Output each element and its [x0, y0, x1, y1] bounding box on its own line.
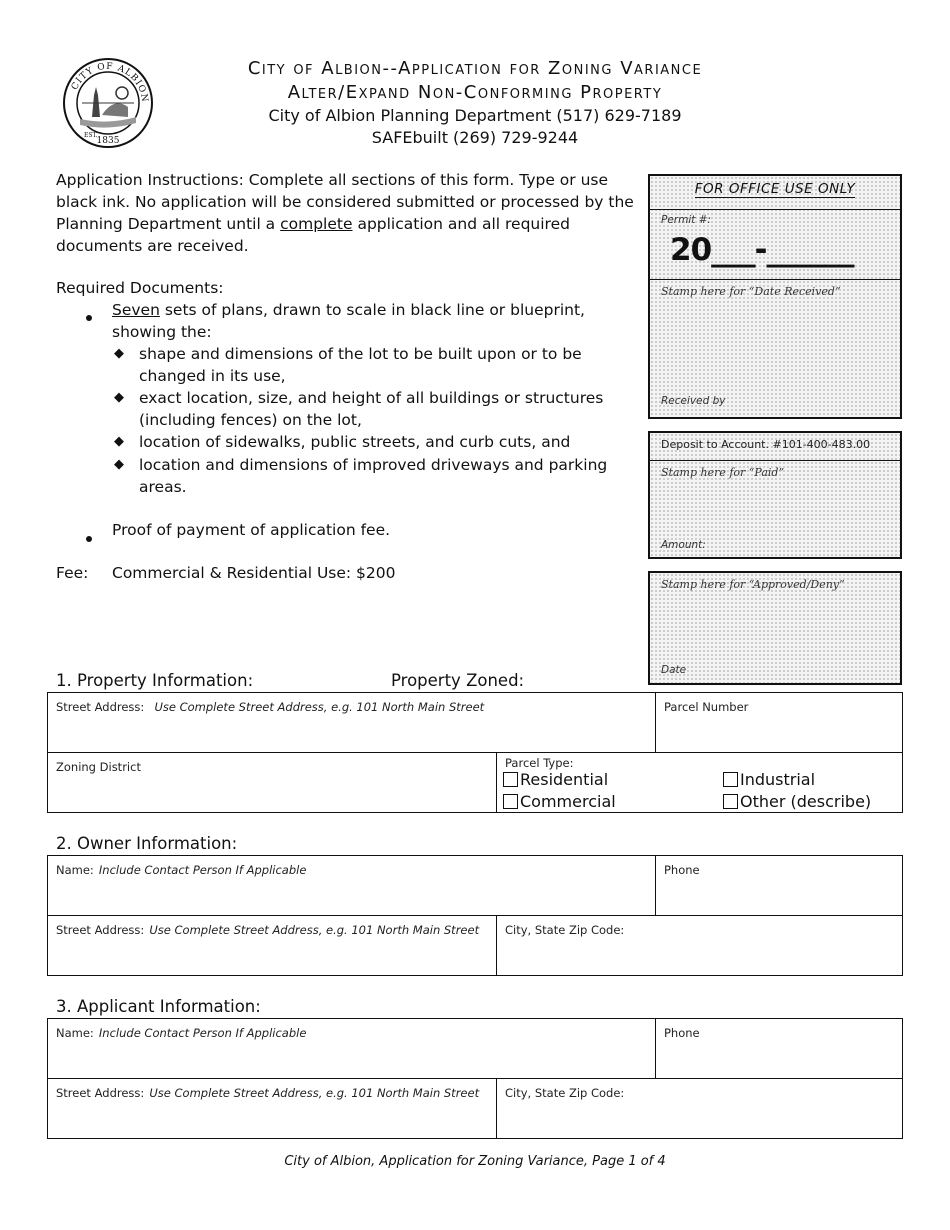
- approval-box: [648, 571, 902, 685]
- fee-label: Fee:: [56, 564, 89, 582]
- form-title: City of Albion--Application for Zoning Variance: [247, 58, 703, 79]
- diamond-bullet-icon: ◆: [114, 457, 124, 472]
- applicant-information-table: [47, 1018, 903, 1139]
- office-use-box: [648, 174, 902, 419]
- deposit-account: Deposit to Account. #101-400-483.00: [661, 438, 871, 451]
- approved-deny-stamp-area: Stamp here for “Approved/Deny”: [661, 578, 845, 591]
- parcel-number-field[interactable]: Parcel Number: [656, 693, 903, 753]
- office-use-title: FOR OFFICE USE ONLY: [694, 181, 856, 197]
- required-documents-heading: Required Documents:: [56, 279, 224, 297]
- bullet-icon: [86, 315, 92, 321]
- requirement-item: location of sidewalks, public streets, and curb cuts, and: [139, 433, 571, 451]
- applicant-street-address-field[interactable]: Street Address: Use Complete Street Address, e.g. 101 North Main Street: [48, 1079, 497, 1139]
- requirement-item: location and dimensions of improved driveways and parking areas.: [139, 456, 608, 496]
- bullet-icon: [86, 536, 92, 542]
- plans-requirement: Seven sets of plans, drawn to scale in black line or blueprint, showing the:: [112, 301, 585, 341]
- commercial-checkbox[interactable]: [503, 794, 518, 809]
- safebuilt-phone: SAFEbuilt (269) 729-9244: [371, 128, 579, 147]
- industrial-checkbox[interactable]: [723, 772, 738, 787]
- application-instructions: Application Instructions: Complete all sections of this form. Type or use black ink. No application will be considered submitted or processed by the Planning Department until a complete application and all required documents are received.: [56, 171, 634, 255]
- permit-number[interactable]: 20___-______: [670, 232, 854, 268]
- other-label: Other (describe): [740, 792, 872, 811]
- industrial-label: Industrial: [740, 770, 816, 789]
- street-address-field[interactable]: Street Address: Use Complete Street Address, e.g. 101 North Main Street: [48, 693, 656, 753]
- owner-information-table: [47, 855, 903, 976]
- svg-text:CITY OF ALBION: CITY OF ALBION: [70, 61, 150, 104]
- owner-city-state-zip-field[interactable]: City, State Zip Code:: [497, 916, 903, 976]
- planning-dept-phone: City of Albion Planning Department (517) 629-7189: [268, 106, 682, 125]
- permit-label: Permit #:: [661, 214, 712, 226]
- section-applicant-information: 3. Applicant Information:: [56, 997, 261, 1016]
- requirement-item: exact location, size, and height of all buildings or structures (including fences) on the lot,: [139, 389, 604, 429]
- paid-stamp-area: Stamp here for “Paid”: [661, 466, 785, 479]
- property-zoned-label: Property Zoned:: [391, 671, 525, 690]
- commercial-label: Commercial: [520, 792, 616, 811]
- date-received-stamp-area: Stamp here for “Date Received”: [661, 285, 841, 298]
- applicant-phone-field[interactable]: Phone: [656, 1019, 903, 1079]
- diamond-bullet-icon: ◆: [114, 346, 124, 361]
- requirement-item: shape and dimensions of the lot to be built upon or to be changed in its use,: [139, 345, 582, 385]
- fee-payment-requirement: Proof of payment of application fee.: [112, 521, 391, 539]
- zoning-district-field[interactable]: Zoning District: [48, 753, 497, 813]
- page-footer: City of Albion, Application for Zoning Variance, Page 1 of 4: [284, 1154, 666, 1169]
- section-owner-information: 2. Owner Information:: [56, 834, 238, 853]
- residential-checkbox[interactable]: [503, 772, 518, 787]
- deposit-box: [648, 431, 902, 559]
- parcel-type-field: Parcel Type: Residential Commercial Industrial Other (describe): [497, 753, 903, 813]
- diamond-bullet-icon: ◆: [114, 434, 124, 449]
- applicant-city-state-zip-field[interactable]: City, State Zip Code:: [497, 1079, 903, 1139]
- other-checkbox[interactable]: [723, 794, 738, 809]
- date-label: Date: [661, 664, 687, 676]
- diamond-bullet-icon: ◆: [114, 390, 124, 405]
- fee-value: Commercial & Residential Use: $200: [112, 564, 396, 582]
- form-subtitle: Alter/Expand Non-Conforming Property: [287, 82, 663, 103]
- received-by-label: Received by: [661, 395, 726, 407]
- svg-text:EST.: EST.: [84, 132, 98, 139]
- residential-label: Residential: [520, 770, 609, 789]
- owner-name-field[interactable]: Name: Include Contact Person If Applicable: [48, 856, 656, 916]
- amount-label: Amount:: [661, 539, 706, 551]
- applicant-name-field[interactable]: Name: Include Contact Person If Applicable: [48, 1019, 656, 1079]
- section-property-information: 1. Property Information:: [56, 671, 254, 690]
- svg-text:1835: 1835: [96, 136, 120, 146]
- property-information-table: [47, 692, 903, 813]
- owner-street-address-field[interactable]: Street Address: Use Complete Street Address, e.g. 101 North Main Street: [48, 916, 497, 976]
- owner-phone-field[interactable]: Phone: [656, 856, 903, 916]
